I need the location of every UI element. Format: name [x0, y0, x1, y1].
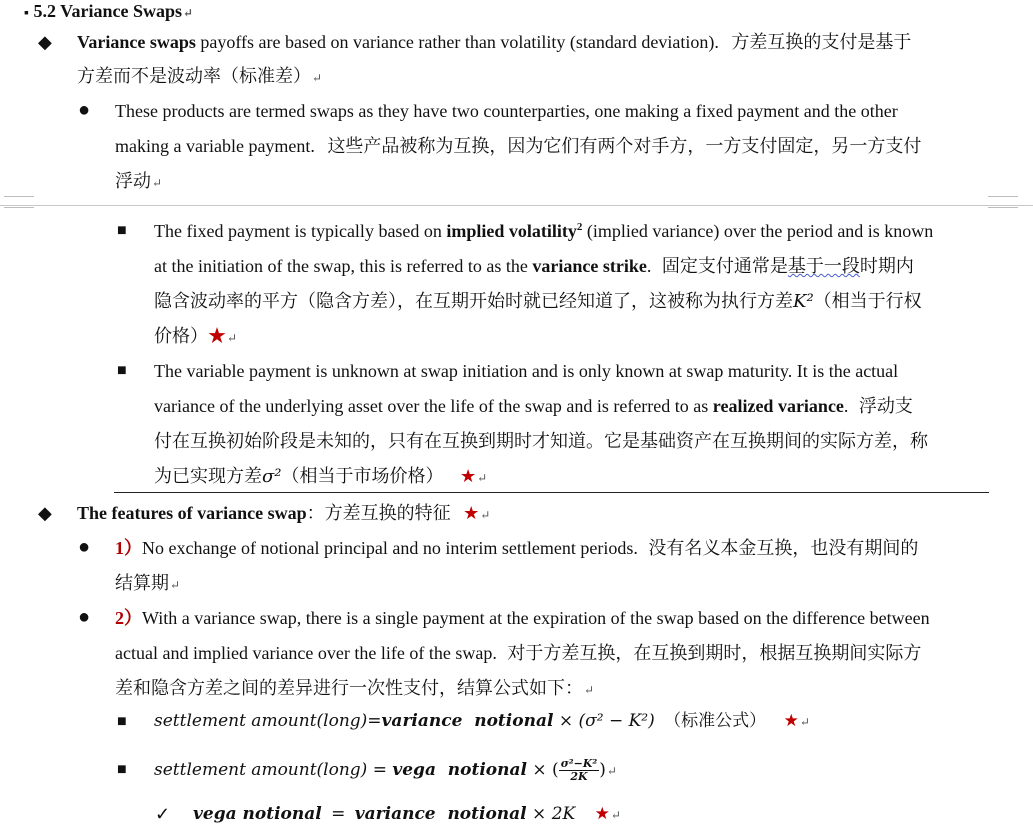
p7-line-2: actual and implied variance over the life of the swap. 对于方差互换，在互换到期时，根据互换期间实际方 — [115, 643, 922, 663]
formula-3: vega notional = variance notional × 2K ★↵ — [193, 804, 621, 824]
star-icon: ★ — [783, 711, 799, 731]
implied-volatility: implied volatility — [446, 221, 577, 241]
page-margin-marker-right — [988, 196, 1018, 208]
check-icon: ✓ — [155, 804, 171, 824]
horizontal-rule — [114, 492, 989, 493]
p1-zh-1: 方差互换的支付是基于 — [731, 32, 912, 52]
p3-line-3: 隐含波动率的平方（隐含方差），在互期开始时就已经知道了，这被称为执行方差K²（相当于行权 — [154, 291, 922, 312]
p1-bold: Variance swaps — [77, 32, 196, 52]
p1-line-1: Variance swaps payoffs are based on variance rather than volatility (standard deviation). 方差互换的支付是基于 — [77, 32, 912, 52]
page-break-line — [0, 205, 1033, 206]
heading — [24, 0, 193, 25]
square-bullet: ■ — [117, 761, 127, 778]
formula-1: settlement amount(long)=variance notional × (σ² − K²) （标准公式） ★↵ — [154, 711, 810, 731]
p4-line-4: 为已实现方差σ²（相当于市场价格） ★↵ — [154, 466, 488, 487]
return-mark: ↵ — [183, 6, 194, 20]
p7-line-3: 差和隐含方差之间的差异进行一次性支付，结算公式如下：↵ — [115, 678, 595, 698]
p2-line-3: 浮动↵ — [115, 171, 163, 191]
page-margin-marker-left — [4, 196, 34, 208]
math-sigma-squared: σ² — [262, 466, 282, 487]
square-bullet: ■ — [117, 713, 127, 730]
square-bullet: ■ — [117, 362, 127, 379]
heading-bullet: ▪ — [24, 6, 29, 21]
formula-2: settlement amount(long) = vega notional × ( $\frac{\text{σ²−K²}}{2K}$ )↵ — [154, 757, 617, 783]
item-number: 1） — [115, 538, 142, 558]
star-icon: ★ — [208, 326, 226, 346]
p3-line-2: at the initiation of the swap, this is referred to as the variance strike. 固定支付通常是基于一段时期内 — [154, 256, 914, 276]
item-number: 2） — [115, 608, 142, 628]
p4-line-2: variance of the underlying asset over the life of the swap and is referred to as realized variance. 浮动支 — [154, 396, 913, 416]
diamond-bullet: ◆ — [38, 503, 52, 523]
features-title: The features of variance swap — [77, 503, 307, 523]
p7-line-1: 2）With a variance swap, there is a single payment at the expiration of the swap based on the difference between — [115, 608, 930, 628]
p1-line-2: 方差而不是波动率（标准差）↵ — [77, 66, 323, 86]
p2-line-1: These products are termed swaps as they have two counterparties, one making a fixed payment and the other — [115, 101, 898, 121]
p6-line-2: 结算期↵ — [115, 573, 181, 593]
dot-bullet: ● — [78, 606, 91, 628]
math-k-squared: K² — [793, 291, 814, 312]
heading-title: 5.2 Variance Swaps — [33, 1, 182, 21]
p4-line-3: 付在互换初始阶段是未知的，只有在互换到期时才知道。它是基础资产在互换期间的实际方差，称 — [154, 431, 928, 451]
p3-line-1: The fixed payment is typically based on implied volatility$^2$ (implied variance) over the period and is known — [154, 221, 934, 241]
dot-bullet: ● — [78, 536, 91, 558]
p5-line: The features of variance swap：方差互换的特征 ★↵ — [77, 503, 491, 523]
realized-variance: realized variance — [712, 396, 844, 416]
p3-line-4: 价格）★↵ — [154, 326, 238, 346]
spellcheck-underline: 基于一段 — [787, 256, 860, 276]
variance-strike: variance strike — [532, 256, 647, 276]
p4-line-1: The variable payment is unknown at swap initiation and is only known at swap maturity. It is the actual — [154, 361, 899, 381]
star-icon: ★ — [460, 466, 477, 486]
diamond-bullet: ◆ — [38, 32, 52, 52]
p2-line-2: making a variable payment. 这些产品被称为互换，因为它们有两个对手方，一方支付固定，另一方支付 — [115, 136, 922, 156]
star-icon: ★ — [594, 804, 610, 824]
dot-bullet: ● — [78, 99, 91, 121]
fraction: $\frac{\text{σ²−K²}}{2K}$ — [560, 757, 598, 783]
square-bullet: ■ — [117, 222, 127, 239]
star-icon: ★ — [463, 503, 480, 523]
p6-line-1: 1）No exchange of notional principal and no interim settlement periods. 没有名义本金互换，也没有期间的 — [115, 538, 919, 558]
